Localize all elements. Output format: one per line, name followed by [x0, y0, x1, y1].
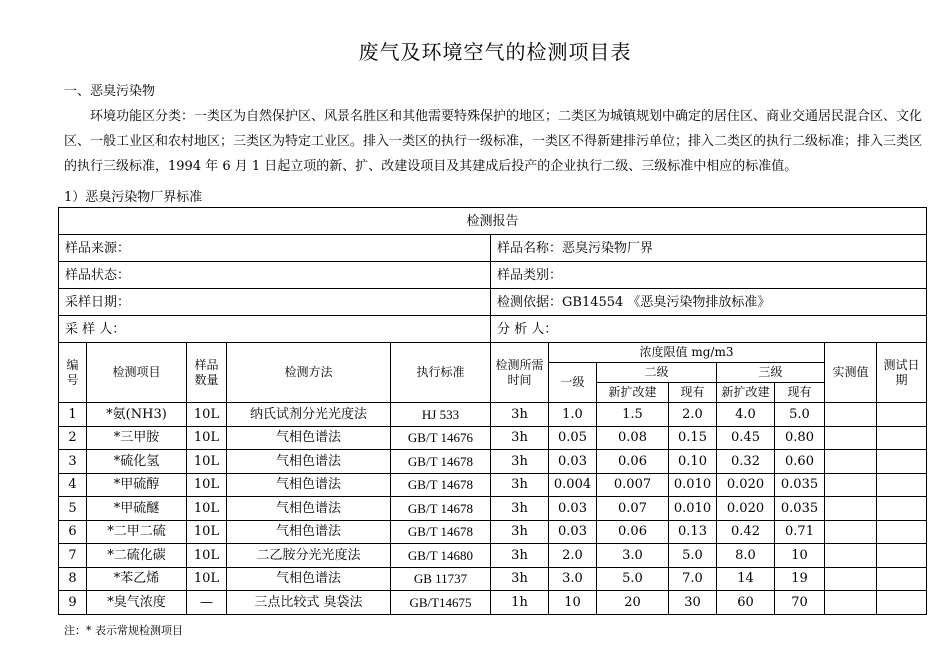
table-row: [59, 591, 927, 615]
cell-std: GB/T 14678: [391, 520, 491, 544]
cell-no: 2: [59, 426, 87, 450]
cell-l2new: 1.5: [597, 403, 669, 427]
cell-qty: 10L: [187, 567, 227, 591]
cell-method: 气相色谱法: [227, 473, 391, 497]
cell-time: 3h: [491, 544, 549, 568]
cell-time: 3h: [491, 403, 549, 427]
cell-qty: 10L: [187, 473, 227, 497]
table-row: [59, 403, 927, 427]
cell-l3cur: 0.60: [775, 450, 825, 474]
cell-measured: [825, 591, 877, 615]
col-level3-existing: 现有: [775, 383, 825, 403]
cell-date: [877, 591, 927, 615]
cell-l3new: 60: [717, 591, 775, 615]
cell-l2cur: 2.0: [669, 403, 717, 427]
cell-std: GB/T 14678: [391, 450, 491, 474]
cell-qty: 10L: [187, 544, 227, 568]
cell-time: 1h: [491, 591, 549, 615]
cell-l1: 3.0: [549, 567, 597, 591]
cell-method: 气相色谱法: [227, 450, 391, 474]
col-level2: 二级: [597, 363, 717, 383]
cell-no: 1: [59, 403, 87, 427]
table-row: [59, 426, 927, 450]
cell-item: *硫化氢: [87, 450, 187, 474]
cell-l2new: 0.07: [597, 497, 669, 521]
cell-std: GB 11737: [391, 567, 491, 591]
cell-time: 3h: [491, 450, 549, 474]
col-date: 测试日期: [877, 343, 927, 403]
cell-date: [877, 403, 927, 427]
col-item: 检测项目: [87, 343, 187, 403]
cell-l3new: 8.0: [717, 544, 775, 568]
col-qty: 样品数量: [187, 343, 227, 403]
section-heading: 一、恶臭污染物: [64, 84, 156, 99]
cell-l1: 0.03: [549, 497, 597, 521]
cell-item: *三甲胺: [87, 426, 187, 450]
cell-std: GB/T 14676: [391, 426, 491, 450]
cell-item: *臭气浓度: [87, 591, 187, 615]
cell-qty: 10L: [187, 497, 227, 521]
cell-date: [877, 520, 927, 544]
cell-std: GB/T14675: [391, 591, 491, 615]
cell-l3cur: 70: [775, 591, 825, 615]
cell-l3new: 4.0: [717, 403, 775, 427]
cell-qty: —: [187, 591, 227, 615]
cell-l2cur: 30: [669, 591, 717, 615]
cell-date: [877, 450, 927, 474]
cell-date: [877, 426, 927, 450]
cell-date: [877, 473, 927, 497]
col-time: 检测所需时间: [491, 343, 549, 403]
cell-date: [877, 567, 927, 591]
cell-l3new: 0.42: [717, 520, 775, 544]
cell-std: GB/T 14678: [391, 473, 491, 497]
table-row: [59, 450, 927, 474]
cell-l1: 0.03: [549, 520, 597, 544]
paragraph-text: 环境功能区分类：一类区为自然保护区、风景名胜区和其他需要特殊保护的地区；二类区为城镇规划中确定的居住区、商业交通居民混合区、文化区、一般工业区和农村地区；三类区为特定工业区。排入一类区的执行一级标准，一类区不得新建排污单位；排入二类区的执行二级标准；排入三类区的执行三级标准，1994 年 6 月 1 日起立项的新、扩、改建设项目及其建成后投产的企业执行二级、三级标准中相应的标准值。: [64, 109, 923, 174]
cell-time: 3h: [491, 520, 549, 544]
cell-l3new: 0.020: [717, 497, 775, 521]
cell-l3new: 0.020: [717, 473, 775, 497]
sample-source: 样品来源：: [59, 235, 491, 262]
cell-l2new: 0.007: [597, 473, 669, 497]
cell-std: GB/T 14678: [391, 497, 491, 521]
cell-measured: [825, 473, 877, 497]
cell-l3new: 14: [717, 567, 775, 591]
cell-time: 3h: [491, 426, 549, 450]
cell-measured: [825, 426, 877, 450]
cell-measured: [825, 567, 877, 591]
cell-item: *二硫化碳: [87, 544, 187, 568]
col-level3: 三级: [717, 363, 825, 383]
col-level2-new: 新扩改建: [597, 383, 669, 403]
cell-no: 6: [59, 520, 87, 544]
cell-no: 3: [59, 450, 87, 474]
report-heading: 检测报告: [59, 208, 927, 235]
cell-l2new: 3.0: [597, 544, 669, 568]
cell-l1: 0.004: [549, 473, 597, 497]
col-standard: 执行标准: [391, 343, 491, 403]
cell-measured: [825, 450, 877, 474]
cell-l1: 0.05: [549, 426, 597, 450]
cell-no: 9: [59, 591, 87, 615]
table-row: [59, 544, 927, 568]
cell-l2new: 5.0: [597, 567, 669, 591]
sub-heading: 1）恶臭污染物厂界标准: [64, 190, 203, 205]
col-no: 编号: [59, 343, 87, 403]
cell-method: 气相色谱法: [227, 520, 391, 544]
cell-l1: 2.0: [549, 544, 597, 568]
table-row: [59, 497, 927, 521]
col-level2-existing: 现有: [669, 383, 717, 403]
cell-l2new: 0.06: [597, 520, 669, 544]
cell-l3cur: 10: [775, 544, 825, 568]
cell-qty: 10L: [187, 403, 227, 427]
cell-l1: 1.0: [549, 403, 597, 427]
cell-l3cur: 0.035: [775, 473, 825, 497]
col-measured: 实测值: [825, 343, 877, 403]
cell-method: 纳氏试剂分光光度法: [227, 403, 391, 427]
page-title: 废气及环境空气的检测项目表: [358, 40, 632, 64]
cell-l3new: 0.32: [717, 450, 775, 474]
cell-l3new: 0.45: [717, 426, 775, 450]
cell-date: [877, 497, 927, 521]
cell-time: 3h: [491, 497, 549, 521]
cell-l2new: 0.08: [597, 426, 669, 450]
cell-time: 3h: [491, 567, 549, 591]
cell-method: 气相色谱法: [227, 497, 391, 521]
cell-item: *甲硫醇: [87, 473, 187, 497]
table-row: [59, 520, 927, 544]
cell-qty: 10L: [187, 520, 227, 544]
table-row: [59, 473, 927, 497]
report-table: [58, 207, 927, 615]
cell-no: 5: [59, 497, 87, 521]
cell-method: 三点比较式 臭袋法: [227, 591, 391, 615]
col-level3-new: 新扩改建: [717, 383, 775, 403]
cell-l2new: 20: [597, 591, 669, 615]
cell-l2cur: 0.010: [669, 473, 717, 497]
cell-time: 3h: [491, 473, 549, 497]
cell-item: *苯乙烯: [87, 567, 187, 591]
cell-measured: [825, 520, 877, 544]
col-method: 检测方法: [227, 343, 391, 403]
cell-qty: 10L: [187, 450, 227, 474]
cell-l2cur: 0.13: [669, 520, 717, 544]
cell-l2new: 0.06: [597, 450, 669, 474]
cell-measured: [825, 544, 877, 568]
cell-date: [877, 544, 927, 568]
cell-no: 8: [59, 567, 87, 591]
col-limit: 浓度限值 mg/m3: [549, 343, 825, 363]
sampler: 采 样 人：: [59, 316, 491, 343]
sample-state: 样品状态：: [59, 262, 491, 289]
cell-l3cur: 0.80: [775, 426, 825, 450]
cell-l3cur: 5.0: [775, 403, 825, 427]
basis: 检测依据：GB14554 《恶臭污染物排放标准》: [491, 289, 927, 316]
sample-name: 样品名称：恶臭污染物厂界: [491, 235, 927, 262]
table-row: [59, 567, 927, 591]
footnote: 注：* 表示常规检测项目: [64, 624, 183, 637]
cell-l2cur: 7.0: [669, 567, 717, 591]
cell-method: 气相色谱法: [227, 426, 391, 450]
table-body: [59, 403, 927, 615]
cell-method: 二乙胺分光光度法: [227, 544, 391, 568]
cell-no: 7: [59, 544, 87, 568]
cell-method: 气相色谱法: [227, 567, 391, 591]
cell-l1: 10: [549, 591, 597, 615]
cell-measured: [825, 403, 877, 427]
cell-qty: 10L: [187, 426, 227, 450]
cell-l2cur: 0.15: [669, 426, 717, 450]
cell-l3cur: 0.71: [775, 520, 825, 544]
cell-measured: [825, 497, 877, 521]
cell-l2cur: 0.010: [669, 497, 717, 521]
classification-paragraph: [64, 104, 934, 179]
cell-l1: 0.03: [549, 450, 597, 474]
col-level1: 一级: [549, 363, 597, 403]
cell-no: 4: [59, 473, 87, 497]
cell-item: *甲硫醚: [87, 497, 187, 521]
cell-std: GB/T 14680: [391, 544, 491, 568]
cell-l3cur: 0.035: [775, 497, 825, 521]
cell-std: HJ 533: [391, 403, 491, 427]
cell-item: *二甲二硫: [87, 520, 187, 544]
cell-l2cur: 0.10: [669, 450, 717, 474]
cell-l3cur: 19: [775, 567, 825, 591]
sample-category: 样品类别：: [491, 262, 927, 289]
sampling-date: 采样日期：: [59, 289, 491, 316]
cell-l2cur: 5.0: [669, 544, 717, 568]
analyst: 分 析 人：: [491, 316, 927, 343]
cell-item: *氨(NH3): [87, 403, 187, 427]
